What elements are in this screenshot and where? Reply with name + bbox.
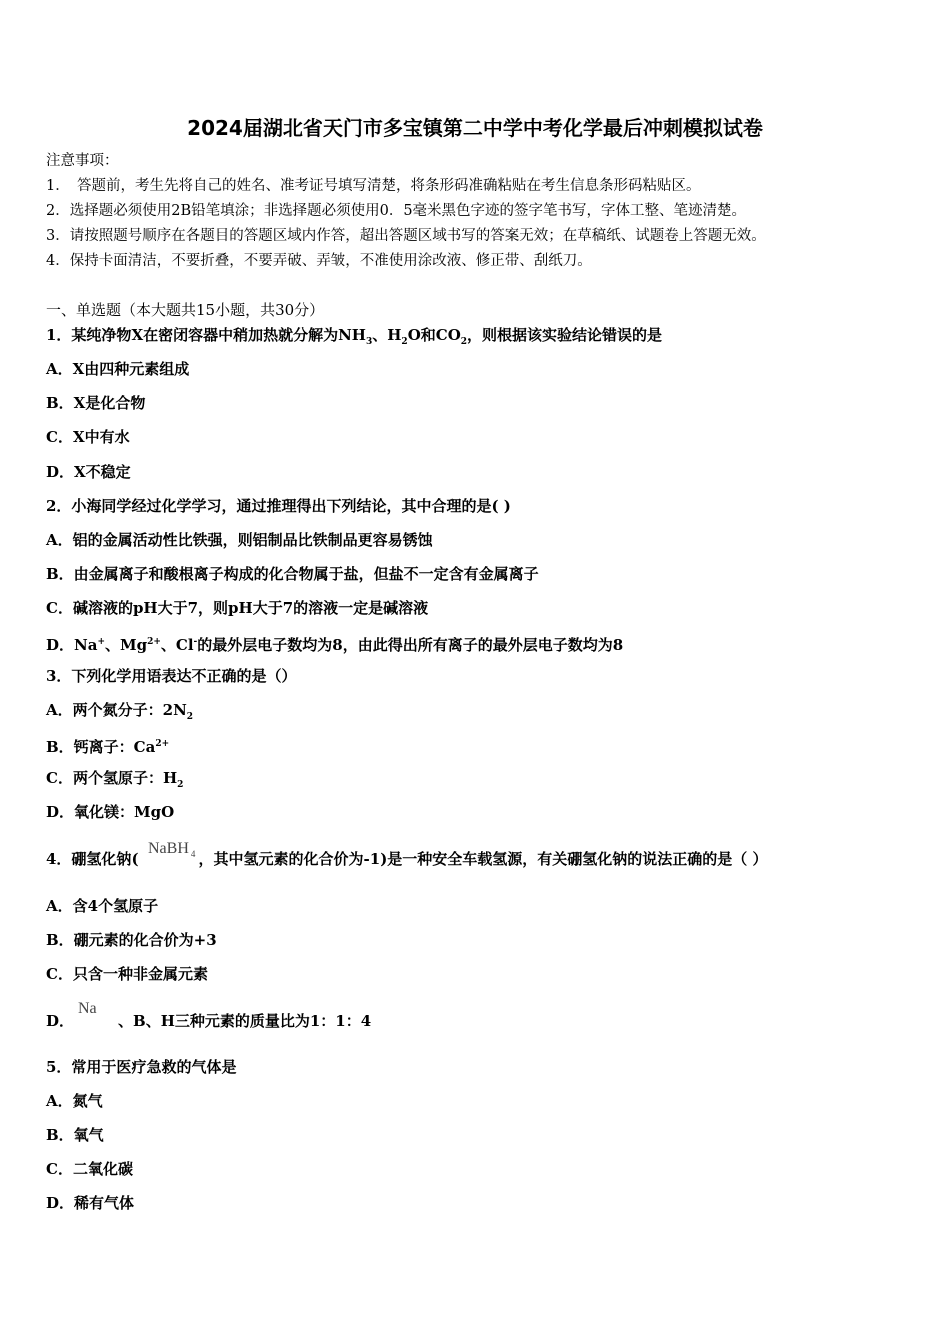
- q3a-text: A．两个氮分子：2N: [46, 701, 187, 719]
- q3b-text: B．钙离子：Ca: [46, 738, 156, 756]
- q4d-text: 、B、H三种元素的质量比为1：1：4: [118, 1012, 372, 1030]
- notice-item-2: 2．选择题必须使用2B铅笔填涂；非选择题必须使用0．5毫米黑色字迹的签字笔书写，字体工整、笔迹清楚。: [46, 203, 747, 219]
- q1-option-d: D．X不稳定: [46, 463, 131, 481]
- q2-option-d: [46, 632, 623, 655]
- section-heading: 一、单选题（本大题共15小题，共30分）: [46, 301, 325, 319]
- q1-option-c: C．X中有水: [46, 428, 130, 446]
- question-3-stem: 3．下列化学用语表达不正确的是（）: [46, 667, 297, 685]
- q3-option-c: [46, 768, 183, 795]
- q3a-sub: 2: [186, 712, 194, 722]
- q1-stem-part: ，则根据该实验结论错误的是: [467, 326, 663, 344]
- q4-option-a: A．含4个氢原子: [46, 897, 159, 915]
- q2-option-a: A．铝的金属活动性比铁强，则铝制品比铁制品更容易锈蚀: [46, 531, 433, 549]
- q2d-part: 、Mg: [105, 636, 148, 654]
- q4-option-c: C．只含一种非金属元素: [46, 965, 208, 983]
- notice-item-3: 3．请按照题号顺序在各题目的答题区域内作答，超出答题区域书写的答案无效；在草稿纸、试题卷上答题无效。: [46, 228, 766, 244]
- q5-option-c: C．二氧化碳: [46, 1160, 133, 1178]
- q4-option-d: [46, 1011, 371, 1031]
- question-1-stem: [46, 325, 662, 352]
- q1-stem-part: O和CO: [407, 326, 461, 344]
- q2-option-b: B．由金属离子和酸根离子构成的化合物属于盐，但盐不一定含有金属离子: [46, 565, 539, 583]
- q1-stem-part: 、H: [372, 326, 402, 344]
- q3c-sub: 2: [177, 780, 184, 790]
- q2-option-c: C．碱溶液的pH大于7，则pH大于7的溶液一定是碱溶液: [46, 599, 429, 617]
- q2d-sup: +: [97, 637, 105, 647]
- q4-stem-part: ，其中氢元素的化合价为-1)是一种安全车载氢源，有关硼氢化钠的说法正确的是（ ）: [198, 850, 768, 868]
- q1-sub: 2: [401, 337, 408, 347]
- notice-item-4: 4．保持卡面清洁，不要折叠，不要弄破、弄皱，不准使用涂改液、修正带、刮纸刀。: [46, 253, 592, 269]
- question-5-stem: 5．常用于医疗急救的气体是: [46, 1058, 237, 1076]
- q1-option-a: A．X由四种元素组成: [46, 360, 190, 378]
- q1-option-b: B．X是化合物: [46, 394, 146, 412]
- page-title: 2024届湖北省天门市多宝镇第二中学中考化学最后冲刺模拟试卷: [187, 116, 763, 140]
- q2d-sup: -: [193, 637, 198, 647]
- q1-stem-part: 1．某纯净物X在密闭容器中稍加热就分解为NH: [46, 326, 366, 344]
- q2d-part: 、Cl: [160, 636, 194, 654]
- q5-option-d: D．稀有气体: [46, 1194, 135, 1212]
- q2d-part: 的最外层电子数均为8，由此得出所有离子的最外层电子数均为8: [197, 636, 624, 654]
- notice-heading: 注意事项：: [46, 153, 119, 169]
- q5-option-a: A．氮气: [46, 1092, 103, 1110]
- q1-sub: 3: [365, 337, 373, 347]
- notice-item-1: 1． 答题前，考生先将自己的姓名、准考证号填写清楚，将条形码准确粘贴在考生信息条形码粘贴区。: [46, 178, 701, 194]
- q3c-text: C．两个氢原子：H: [46, 769, 178, 787]
- question-2-stem: 2．小海同学经过化学学习，通过推理得出下列结论，其中合理的是( ): [46, 497, 511, 515]
- q3-option-a: [46, 700, 193, 727]
- q3-option-d: D．氧化镁：MgO: [46, 803, 175, 821]
- nabh4-formula-sub: 4: [190, 849, 196, 859]
- q2d-part: D．Na: [46, 636, 98, 654]
- q4-stem-part: 4．硼氢化钠(: [46, 850, 139, 868]
- q3-option-b: [46, 734, 169, 757]
- q4d-label: D．: [46, 1012, 75, 1030]
- q3b-sup: 2+: [155, 739, 170, 749]
- q1-sub: 2: [460, 337, 468, 347]
- na-formula: Na: [78, 1000, 97, 1017]
- nabh4-formula: NaBH: [148, 840, 189, 857]
- q5-option-b: B．氧气: [46, 1126, 104, 1144]
- q4-option-b: B．硼元素的化合价为+3: [46, 931, 217, 949]
- q2d-sup: 2+: [147, 637, 161, 647]
- question-4-stem: [46, 849, 768, 869]
